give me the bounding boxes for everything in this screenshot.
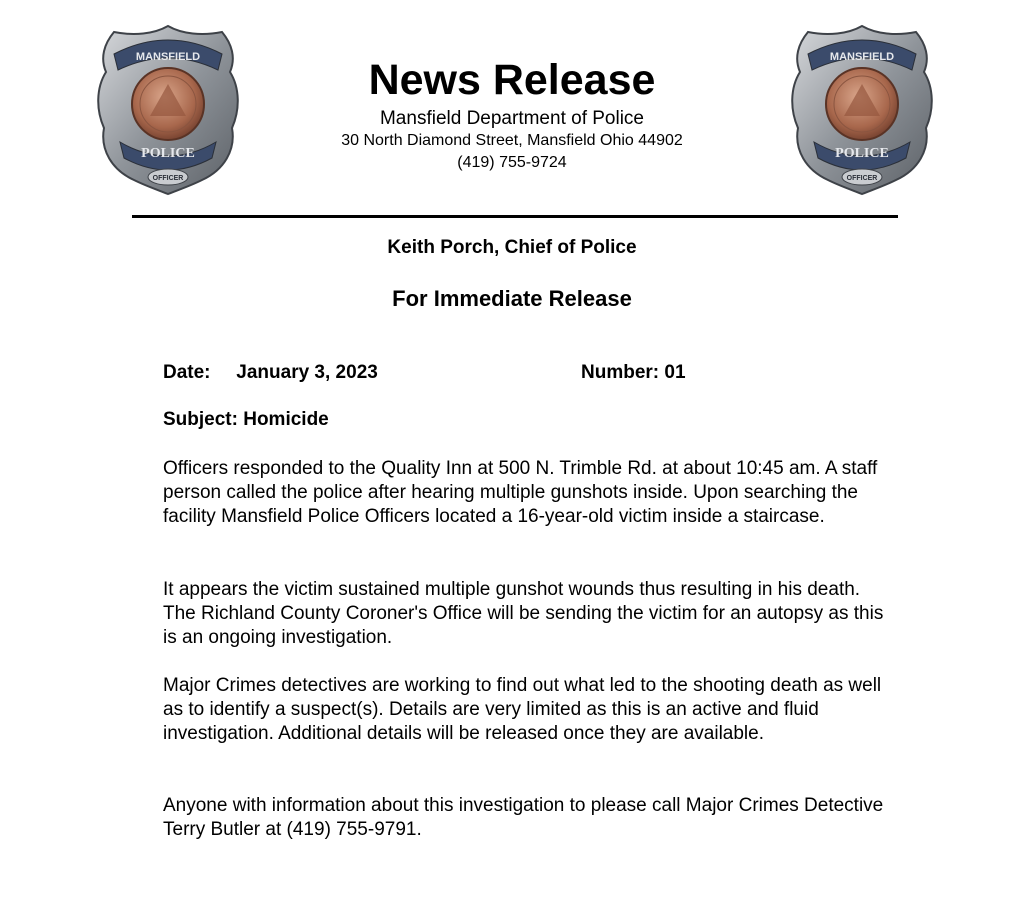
svg-text:OFFICER: OFFICER: [846, 175, 878, 182]
police-badge-icon: [788, 24, 936, 196]
release-type-heading: For Immediate Release: [392, 286, 632, 311]
police-badge-icon: [94, 24, 242, 196]
subject-label: Subject:: [163, 409, 238, 430]
header-divider: [132, 215, 898, 218]
release-date: [163, 362, 378, 384]
chief-of-police-line: Keith Porch, Chief of Police: [387, 237, 637, 258]
number-value: 01: [664, 362, 686, 383]
body-paragraph: Officers responded to the Quality Inn at 500 N. Trimble Rd. at about 10:45 am. A staff person called the police after hearing multiple gunshots inside. Upon searching the facility Mansfield Police Officers located a 16-year-old victim inside a staircase.: [163, 458, 878, 527]
svg-text:OFFICER: OFFICER: [152, 175, 184, 182]
release-number: [581, 362, 686, 384]
number-label: Number:: [581, 362, 660, 383]
date-value: January 3, 2023: [236, 362, 378, 383]
page-title: News Release: [368, 56, 656, 104]
subject-value: Homicide: [243, 409, 329, 430]
date-label: Date:: [163, 362, 211, 383]
svg-text:POLICE: POLICE: [141, 146, 195, 161]
department-address: 30 North Diamond Street, Mansfield Ohio 44902: [341, 132, 683, 149]
department-name: Mansfield Department of Police: [379, 108, 644, 129]
svg-text:MANSFIELD: MANSFIELD: [829, 51, 895, 63]
body-paragraph: It appears the victim sustained multiple gunshot wounds thus resulting in his death. The Richland County Coroner's Office will be sending the victim for an autopsy as this is an ongoing investigation.: [163, 579, 884, 648]
svg-text:MANSFIELD: MANSFIELD: [135, 51, 201, 63]
body-paragraph: Anyone with information about this investigation to please call Major Crimes Detective Terry Butler at (419) 755-9791.: [163, 795, 884, 840]
svg-text:POLICE: POLICE: [835, 146, 889, 161]
department-phone: (419) 755-9724: [457, 154, 567, 171]
masthead: [260, 54, 764, 174]
release-subject: [163, 409, 329, 431]
body-paragraph: Major Crimes detectives are working to find out what led to the shooting death as well as to identify a suspect(s). Details are very limited as this is an active and fluid investigation. Additional details will be released once they are available.: [163, 675, 882, 744]
